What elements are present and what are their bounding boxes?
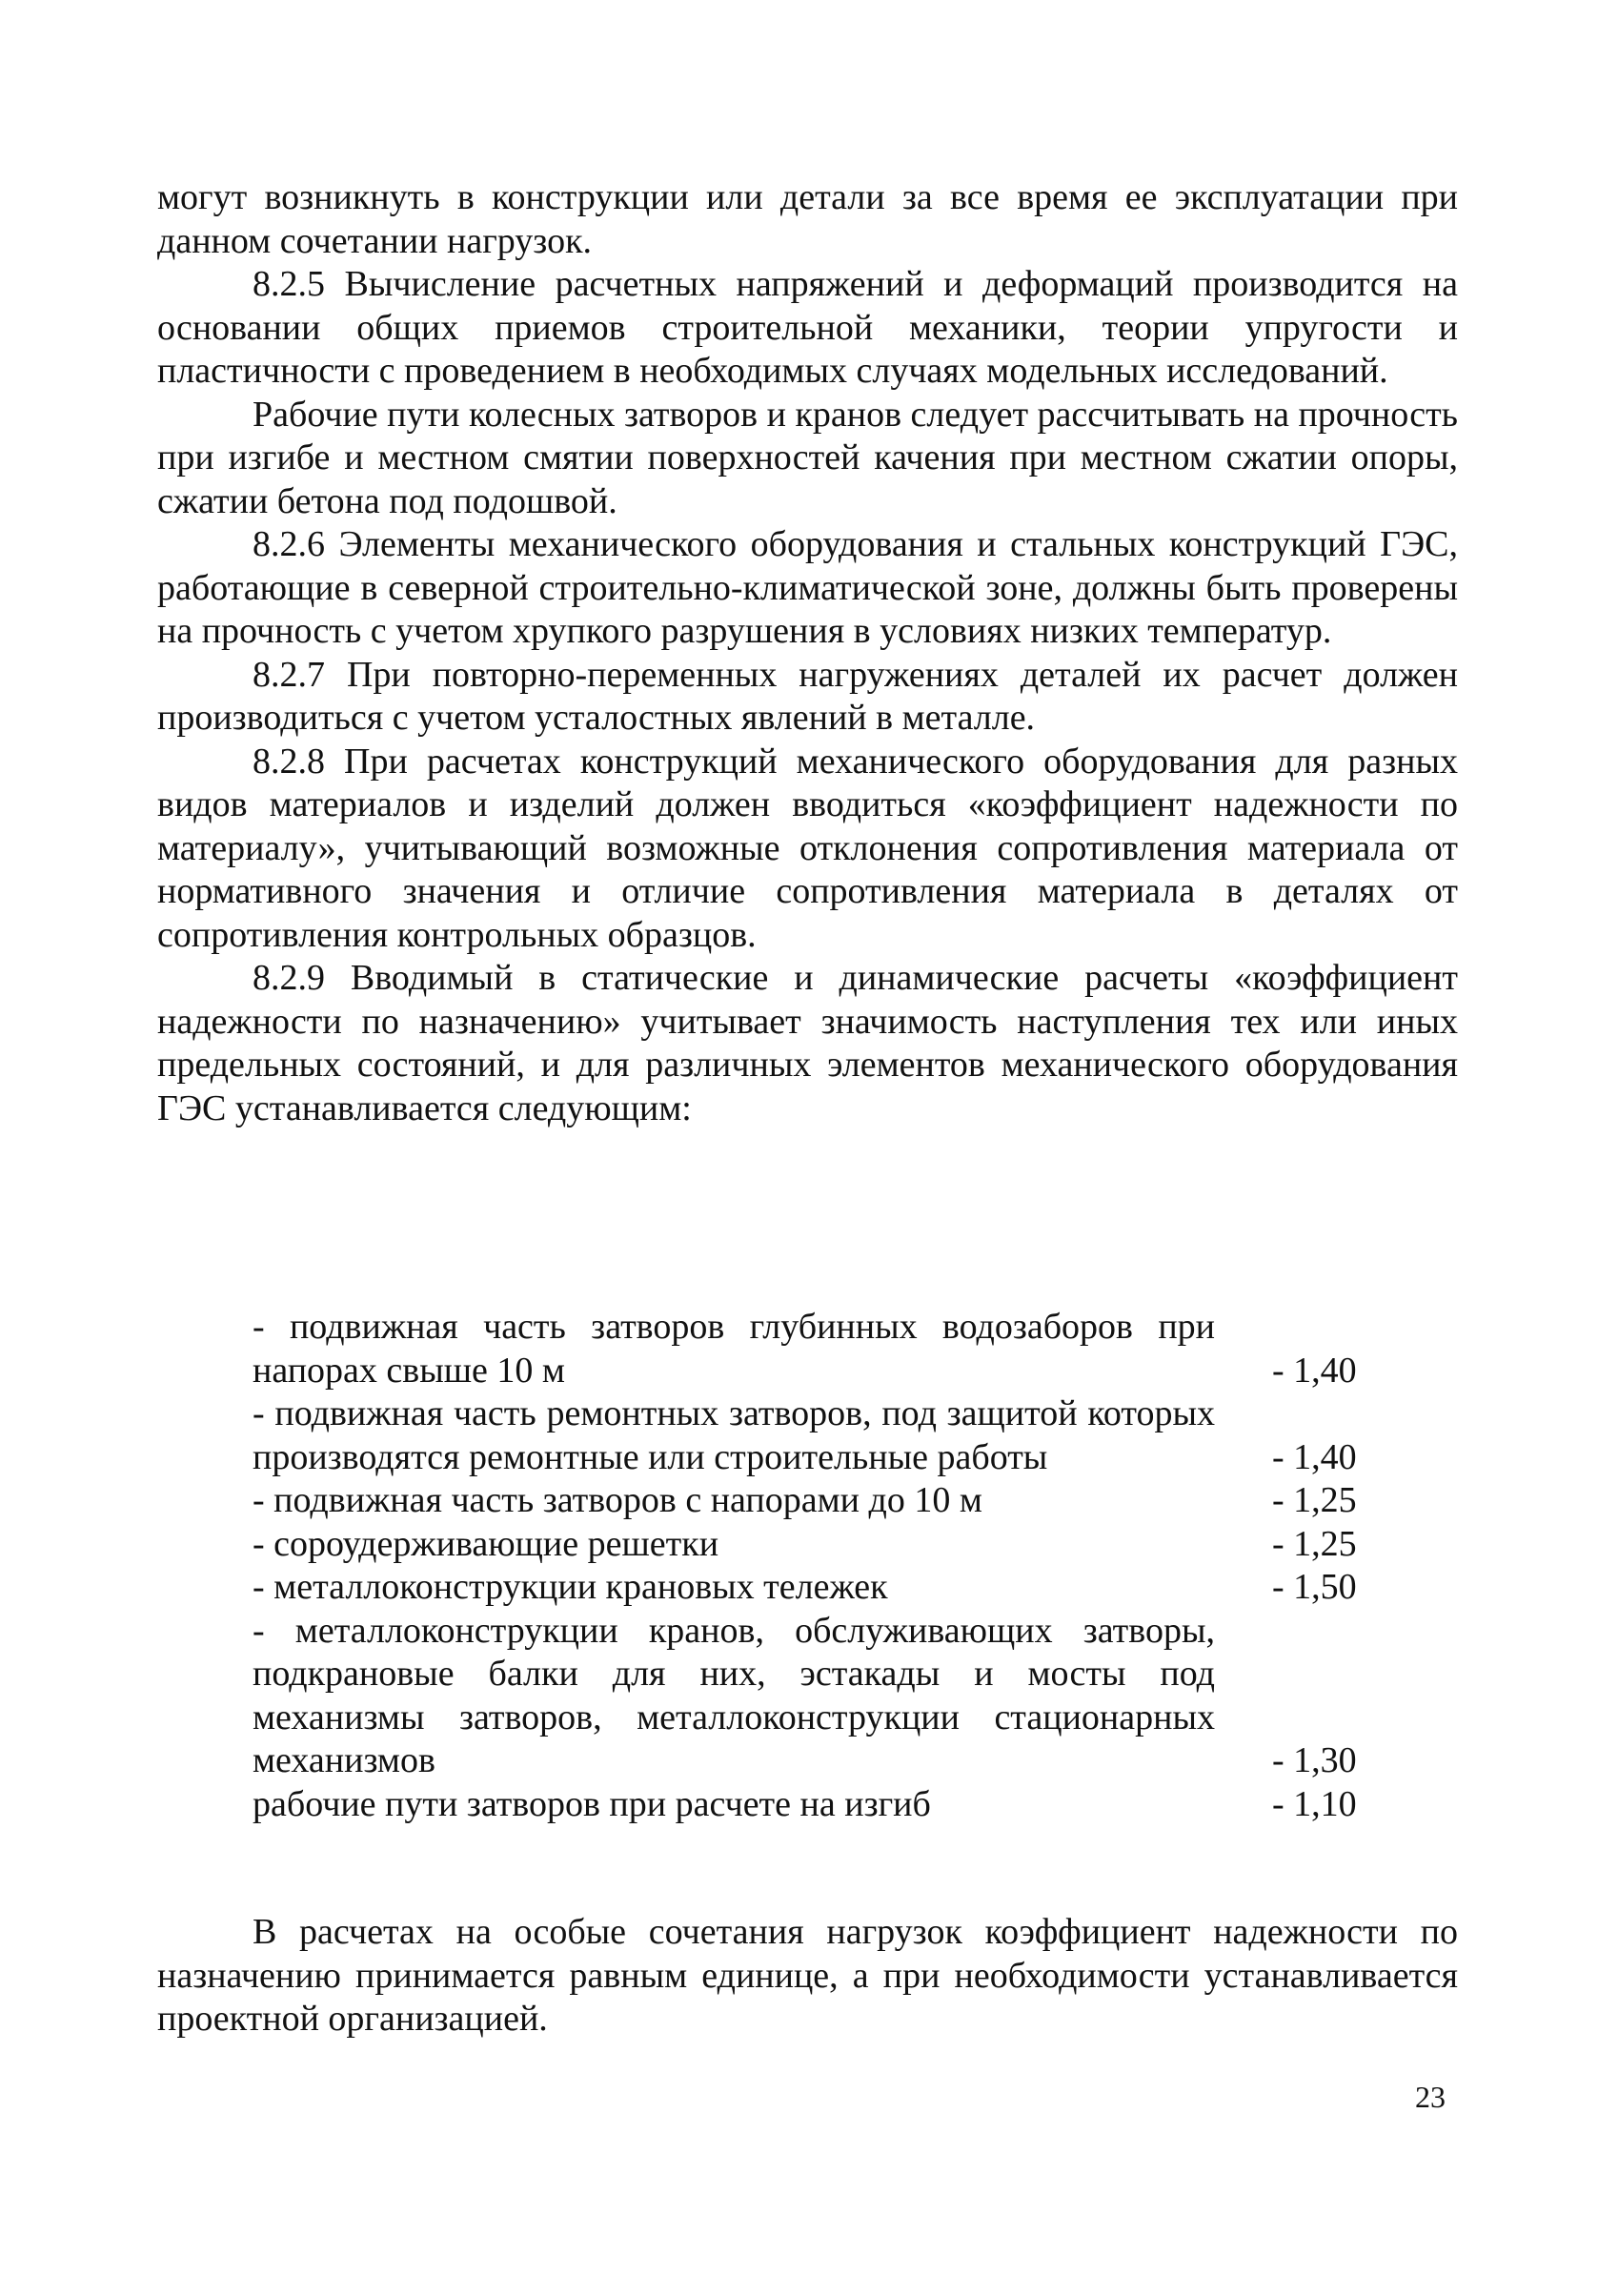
coefficient-label: - подвижная часть затворов с напорами до 10 м <box>253 1480 982 1520</box>
paragraph-special-combinations: В расчетах на особые сочетания нагрузок коэффициент надежности по назначению принимается равным единице, а при необходимости устанавливается проектной организацией. <box>157 1912 1458 2039</box>
coefficient-label: - подвижная часть затворов глубинных водозаборов при напорах свыше 10 м <box>253 1307 1215 1391</box>
coefficient-value: - 1,30 <box>1272 1740 1357 1780</box>
special-load-note <box>157 1911 1458 2042</box>
coefficient-value: - 1,50 <box>1272 1567 1357 1607</box>
paragraph-8-2-6: 8.2.6 Элементы механического оборудования и стальных конструкций ГЭС, работающие в северной строительно-климатической зоне, должны быть проверены на прочность с учетом хрупкого разрушения в условиях низких температур. <box>157 524 1458 651</box>
paragraph-rail-paths: Рабочие пути колесных затворов и кранов следует рассчитывать на прочность при изгибе и местном смятии поверхностей качения при местном сжатии опоры, сжатии бетона под подошвой. <box>157 394 1458 521</box>
coefficient-list <box>253 1306 1386 1826</box>
paragraph-8-2-8: 8.2.8 При расчетах конструкций механического оборудования для разных видов материалов и изделий должен вводиться «коэффициент надежности по материалу», учитывающий возможные отклонения сопротивления материала от нормативного значения и отличие сопротивления материала в деталях от сопротивления контрольных образцов. <box>157 741 1458 955</box>
coefficient-row <box>253 1479 1386 1523</box>
paragraph-8-2-9: 8.2.9 Вводимый в статические и динамические расчеты «коэффициент надежности по назначению» учитывает значимость наступления тех или иных предельных состояний, и для различных элементов механического оборудования ГЭС устанавливается следующим: <box>157 958 1458 1128</box>
coefficient-row <box>253 1610 1386 1783</box>
coefficient-value: - 1,25 <box>1272 1523 1357 1564</box>
coefficient-row <box>253 1523 1386 1567</box>
coefficient-row <box>253 1783 1386 1827</box>
coefficient-label: - металлоконструкции крановых тележек <box>253 1567 888 1607</box>
coefficient-value: - 1,10 <box>1272 1783 1357 1824</box>
coefficient-row <box>253 1392 1386 1479</box>
paragraph-8-2-5: 8.2.5 Вычисление расчетных напряжений и деформаций производится на основании общих приемов строительной механики, теории упругости и пластичности с проведением в необходимых случаях модельных исследований. <box>157 264 1458 391</box>
coefficient-row <box>253 1306 1386 1392</box>
coefficient-value: - 1,25 <box>1272 1480 1357 1520</box>
coefficient-value: - 1,40 <box>1272 1350 1357 1391</box>
coefficient-label: - сороудерживающие решетки <box>253 1523 719 1564</box>
paragraph-8-2-7: 8.2.7 При повторно-переменных нагружениях деталей их расчет должен производиться с учетом усталостных явлений в металле. <box>157 654 1458 738</box>
page-number: 23 <box>1415 2080 1446 2114</box>
coefficient-label: - металлоконструкции кранов, обслуживающих затворы, подкрановые балки для них, эстакады и мосты под механизмы затворов, металлоконструкции стационарных механизмов <box>253 1610 1215 1780</box>
paragraph-continuation: могут возникнуть в конструкции или детали за все время ее эксплуатации при данном сочетании нагрузок. <box>157 177 1458 261</box>
main-text-block <box>157 176 1458 1130</box>
coefficient-label: рабочие пути затворов при расчете на изгиб <box>253 1783 931 1824</box>
coefficient-row <box>253 1566 1386 1610</box>
coefficient-value: - 1,40 <box>1272 1436 1357 1477</box>
coefficient-label: - подвижная часть ремонтных затворов, под защитой которых производятся ремонтные или строительные работы <box>253 1393 1215 1477</box>
